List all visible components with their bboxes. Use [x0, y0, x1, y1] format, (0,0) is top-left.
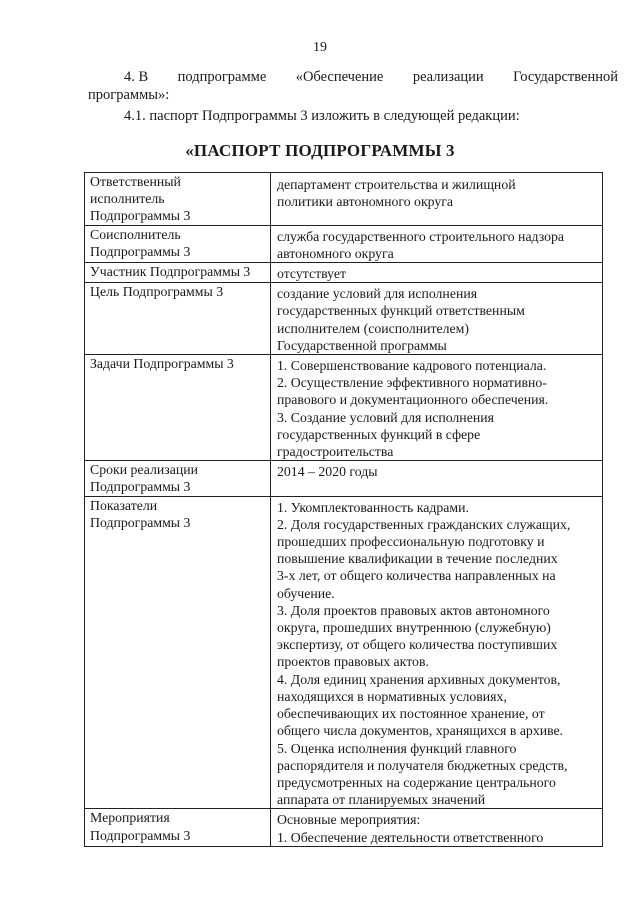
text-fragment: Государственной — [513, 69, 618, 85]
text-fragment: 4. В — [124, 69, 149, 85]
passport-table — [84, 172, 603, 847]
label-line: Подпрограммы 3 — [90, 514, 191, 530]
label-line: Мероприятия — [90, 810, 170, 826]
value-line: 3-х лет, от общего количества направленных на — [277, 568, 556, 584]
value-line: 2. Доля государственных гражданских служащих, — [277, 516, 571, 532]
value-line: служба государственного строительного надзора — [277, 228, 565, 244]
row-label-cell — [85, 461, 271, 496]
row-value-cell — [271, 283, 603, 355]
value-line: проектов правовых актов. — [277, 654, 429, 670]
passport-table-body — [85, 173, 603, 847]
label-line: Подпрограммы 3 — [90, 479, 191, 495]
value-line: автономного округа — [277, 245, 394, 261]
row-label-cell — [85, 809, 271, 846]
amendment-line — [88, 68, 618, 86]
value-line: 1. Укомплектованность кадрами. — [277, 499, 469, 515]
row-value-cell — [271, 461, 603, 496]
value-line: 1. Совершенствование кадрового потенциала. — [277, 358, 547, 374]
row-value-cell — [271, 263, 603, 283]
row-value-cell — [271, 809, 603, 846]
label-line: Сроки реализации — [90, 462, 198, 478]
row-label-cell — [85, 496, 271, 809]
value-line: повышение квалификации в течение последних — [277, 551, 558, 567]
value-line: находящихся в нормативных условиях, — [277, 688, 507, 704]
label-line: Задачи Подпрограммы 3 — [90, 356, 234, 372]
label-line: Подпрограммы 3 — [90, 208, 191, 224]
passport-row-co-executor — [85, 225, 603, 262]
passport-row-responsible-executor — [85, 173, 603, 226]
value-line: Основные мероприятия: — [277, 812, 421, 828]
value-line: государственных функций в сфере — [277, 426, 481, 442]
label-line: Участник Подпрограммы 3 — [90, 264, 251, 280]
label-line: Подпрограммы 3 — [90, 827, 191, 843]
text-fragment: реализации — [412, 69, 484, 85]
passport-row-timeframe — [85, 461, 603, 496]
row-value-cell — [271, 355, 603, 461]
row-label-cell — [85, 355, 271, 461]
label-line: исполнитель — [90, 191, 165, 207]
value-line: 3. Доля проектов правовых актов автономного — [277, 602, 550, 618]
passport-heading: «ПАСПОРТ ПОДПРОГРАММЫ 3 — [185, 141, 455, 160]
amendment-line-continuation: программы»: — [88, 87, 170, 103]
page-number: 19 — [313, 40, 327, 55]
passport-row-activities — [85, 809, 603, 846]
value-line: аппарата от планируемых значений — [277, 792, 486, 808]
passport-row-goal — [85, 283, 603, 355]
value-line: прошедших профессиональную подготовку и — [277, 534, 545, 550]
value-line: обучение. — [277, 585, 335, 601]
value-line: правового и документационного обеспечения. — [277, 392, 549, 408]
value-line: градостроительства — [277, 444, 394, 460]
amendment-paragraph-4-1: 4.1. паспорт Подпрограммы 3 изложить в следующей редакции: — [124, 108, 520, 124]
value-line: 2014 – 2020 годы — [277, 464, 378, 480]
value-line: предусмотренных на содержание центрального — [277, 774, 556, 790]
value-line: округа, прошедших внутреннюю (служебную) — [277, 620, 551, 636]
value-line: исполнителем (соисполнителем) — [277, 320, 469, 336]
amendment-paragraph-4 — [88, 68, 618, 104]
label-line: Цель Подпрограммы 3 — [90, 284, 224, 300]
value-line: создание условий для исполнения — [277, 286, 478, 302]
value-line: 5. Оценка исполнения функций главного — [277, 740, 517, 756]
label-line: Подпрограммы 3 — [90, 243, 191, 259]
value-line: Государственной программы — [277, 337, 447, 353]
passport-row-indicators — [85, 496, 603, 809]
value-line: 1. Обеспечение деятельности ответственного — [277, 829, 544, 845]
value-line: отсутствует — [277, 266, 347, 282]
row-label-cell — [85, 173, 271, 226]
value-line: государственных функций ответственным — [277, 303, 525, 319]
row-label-cell — [85, 263, 271, 283]
row-value-cell — [271, 225, 603, 262]
text-fragment: «Обеспечение — [295, 69, 384, 85]
label-line: Показатели — [90, 497, 158, 513]
row-value-cell — [271, 496, 603, 809]
passport-row-tasks — [85, 355, 603, 461]
value-line: департамент строительства и жилищной — [277, 177, 516, 192]
value-line: экспертизу, от общего количества поступивших — [277, 637, 558, 653]
value-line: распорядителя и получателя бюджетных средств, — [277, 757, 568, 773]
value-line: политики автономного округа — [277, 194, 454, 210]
value-line: 4. Доля единиц хранения архивных документов, — [277, 671, 561, 687]
passport-row-participant — [85, 263, 603, 283]
label-line: Соисполнитель — [90, 226, 181, 242]
text-fragment: подпрограмме — [177, 69, 267, 85]
value-line: 2. Осуществление эффективного нормативно- — [277, 375, 547, 391]
value-line: 3. Создание условий для исполнения — [277, 409, 494, 425]
label-line: Ответственный — [90, 174, 181, 189]
value-line: общего числа документов, хранящихся в архиве. — [277, 723, 564, 739]
row-label-cell — [85, 283, 271, 355]
row-value-cell — [271, 173, 603, 226]
value-line: обеспечивающих их постоянное хранение, от — [277, 706, 545, 722]
row-label-cell — [85, 225, 271, 262]
